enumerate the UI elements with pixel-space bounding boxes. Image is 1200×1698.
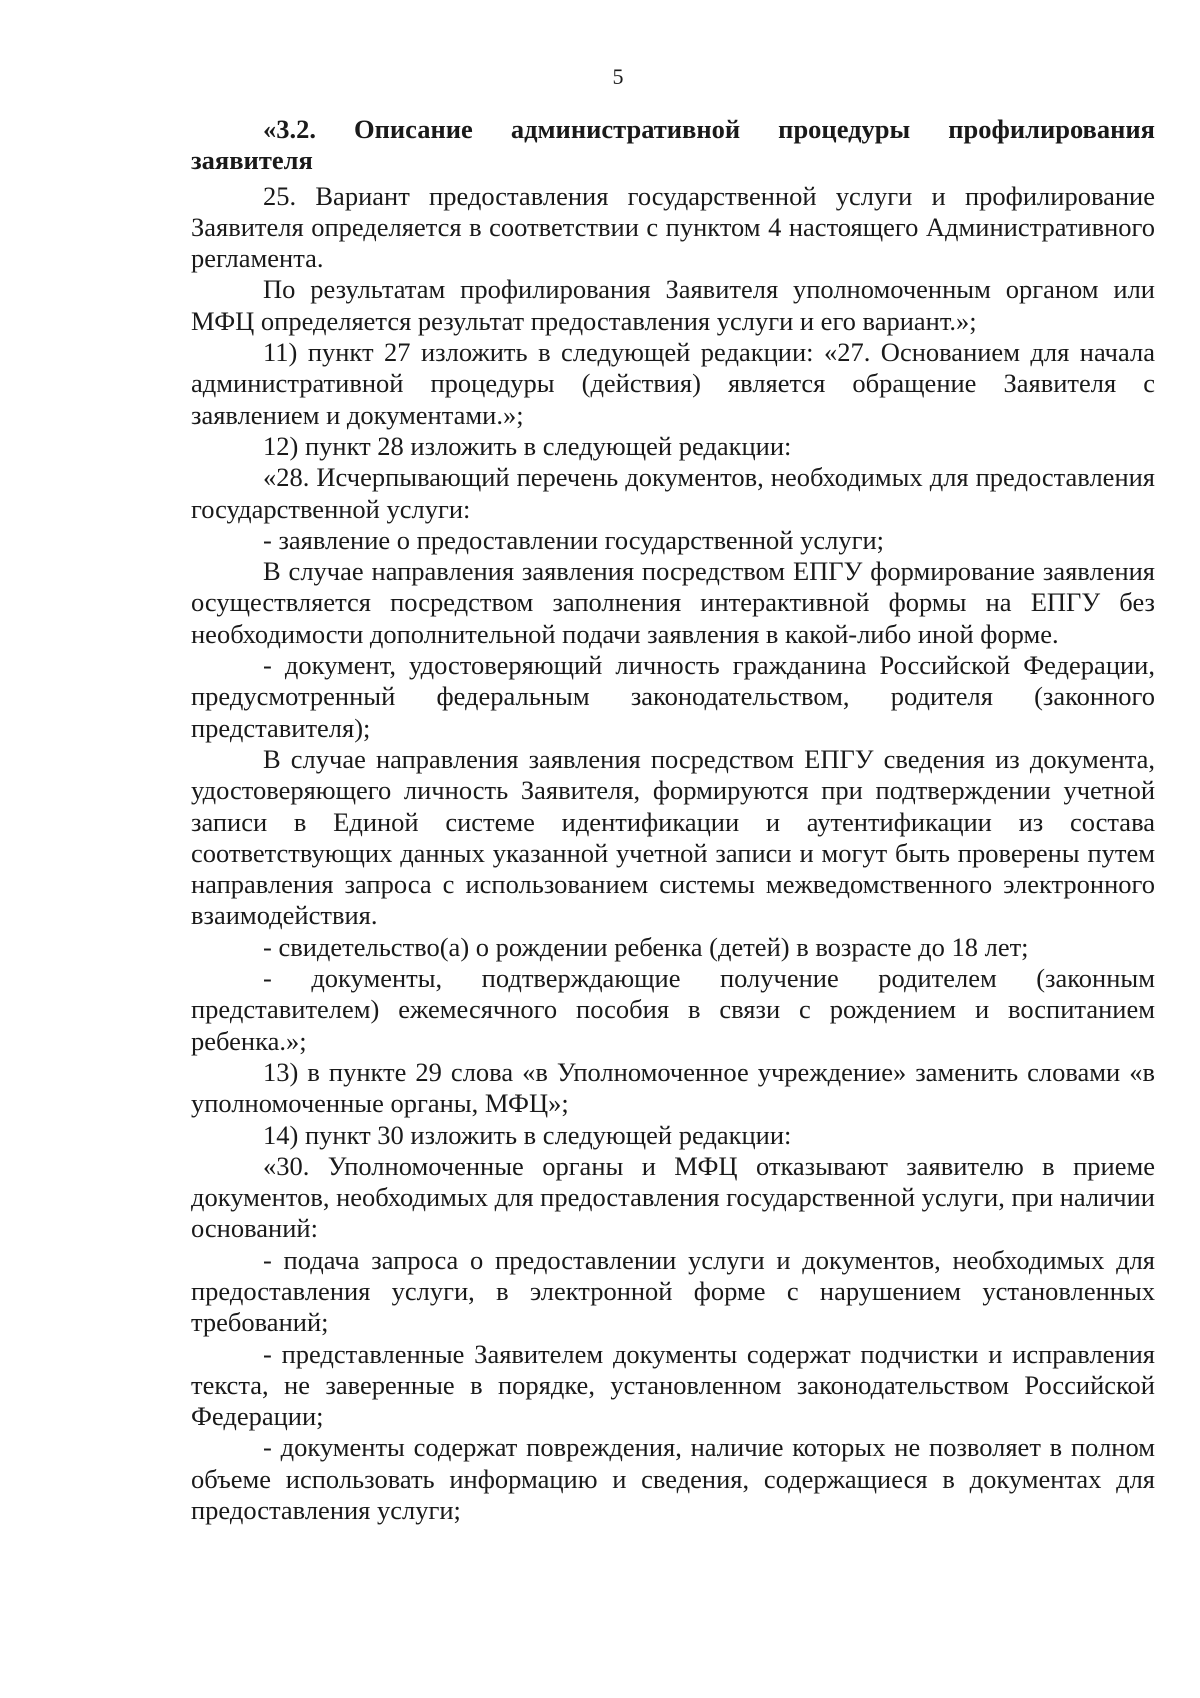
paragraph: - документы, подтверждающие получение родителем (законным представителем) ежемесячного пособия в связи с рождением и воспитанием ребенка.»; xyxy=(191,963,1155,1056)
paragraph: - подача запроса о предоставлении услуги и документов, необходимых для предоставления услуги, в электронной форме с нарушением установленных требований; xyxy=(191,1244,1155,1338)
page-number: 5 xyxy=(612,64,624,89)
paragraph: - документ, удостоверяющий личность гражданина Российской Федерации, предусмотренный федеральным законодательством, родителя (законного представителя); xyxy=(191,650,1155,743)
paragraph: - документы содержат повреждения, наличие которых не позволяет в полном объеме использовать информацию и сведения, содержащиеся в документах для предоставления услуги; xyxy=(191,1432,1155,1526)
paragraph: В случае направления заявления посредством ЕПГУ формирование заявления осуществляется посредством заполнения интерактивной формы на ЕПГУ без необходимости дополнительной подачи заявления в какой-либо иной форме. xyxy=(191,556,1155,649)
paragraph: В случае направления заявления посредством ЕПГУ сведения из документа, удостоверяющего личность Заявителя, формируются при подтверждении учетной записи в Единой системе идентификации и аутентификации из состава соответствующих данных указанной учетной записи и могут быть проверены путем направления запроса с использованием системы межведомственного электронного взаимодействия. xyxy=(191,743,1155,931)
document-body xyxy=(191,114,1155,1526)
paragraph: 25. Вариант предоставления государственной услуги и профилирование Заявителя определяется в соответствии с пунктом 4 настоящего Административного регламента. xyxy=(191,180,1155,274)
paragraph: 14) пункт 30 изложить в следующей редакции: xyxy=(263,1119,792,1150)
section-heading: «3.2. Описание административной процедуры профилирования заявителя xyxy=(191,114,1155,176)
paragraph: 13) в пункте 29 слова «в Уполномоченное учреждение» заменить словами «в уполномоченные органы, МФЦ»; xyxy=(191,1056,1155,1119)
paragraph: - представленные Заявителем документы содержат подчистки и исправления текста, не заверенные в порядке, установленном законодательством Российской Федерации; xyxy=(191,1338,1155,1432)
paragraph: «28. Исчерпывающий перечень документов, необходимых для предоставления государственной услуги: xyxy=(191,462,1155,524)
paragraph: 12) пункт 28 изложить в следующей редакции: xyxy=(263,430,792,461)
paragraph: 11) пункт 27 изложить в следующей редакции: «27. Основанием для начала административной процедуры (действия) является обращение Заявителя с заявлением и документами.»; xyxy=(191,337,1155,430)
paragraph: - заявление о предоставлении государственной услуги; xyxy=(263,524,885,555)
paragraph: По результатам профилирования Заявителя уполномоченным органом или МФЦ определяется результат предоставления услуги и его вариант.»; xyxy=(191,274,1155,336)
paragraph: «30. Уполномоченные органы и МФЦ отказывают заявителю в приеме документов, необходимых для предоставления государственной услуги, при наличии оснований: xyxy=(191,1150,1155,1244)
paragraph: - свидетельство(а) о рождении ребенка (детей) в возрасте до 18 лет; xyxy=(263,931,1029,962)
